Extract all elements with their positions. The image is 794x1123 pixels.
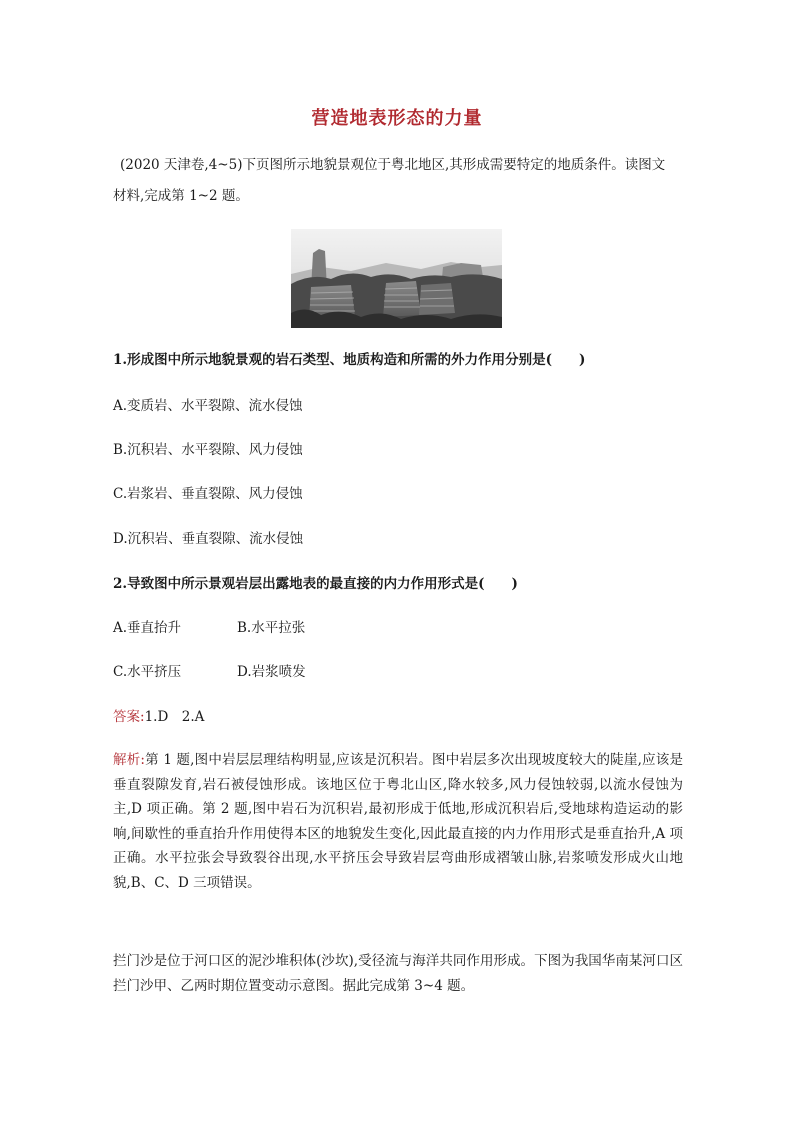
intro-line-2: 材料,完成第 1~2 题。: [113, 188, 249, 204]
intro-line-1: (2020 天津卷,4~5)下页图所示地貌景观位于粤北地区,其形成需要特定的地质条件。读图文: [120, 157, 666, 173]
question-2-option-a: A.垂直抬升: [113, 620, 182, 636]
answer-line: [113, 707, 204, 727]
page-title: 营造地表形态的力量: [311, 108, 483, 129]
next-section-intro: 拦门沙是位于河口区的泥沙堆积体(沙坎),受径流与海洋共同作用形成。下图为我国华南某河口区拦门沙甲、乙两时期位置变动示意图。据此完成第 3~4 题。: [113, 953, 683, 994]
question-1-option-a: A.变质岩、水平裂隙、流水侵蚀: [113, 398, 303, 414]
analysis-label: 解析:: [113, 752, 145, 768]
question-2-stem: 2.导致图中所示景观岩层出露地表的最直接的内力作用形式是( ): [113, 576, 518, 592]
landform-photo: [291, 229, 502, 328]
question-2-option-b: B.水平拉张: [237, 620, 306, 636]
question-1-option-b: B.沉积岩、水平裂隙、风力侵蚀: [113, 442, 303, 458]
question-1-stem: 1.形成图中所示地貌景观的岩石类型、地质构造和所需的外力作用分别是( ): [113, 352, 586, 368]
answer-label: 答案:: [113, 709, 145, 725]
answer-value: 1.D 2.A: [144, 709, 205, 725]
question-2-option-d: D.岩浆喷发: [237, 664, 306, 680]
danxia-landform-image: [291, 229, 502, 328]
analysis-text: 第 1 题,图中岩层层理结构明显,应该是沉积岩。图中岩层多次出现坡度较大的陡崖,应该是垂直裂隙发育,岩石被侵蚀形成。该地区位于粤北山区,降水较多,风力侵蚀较弱,以流水侵蚀为主,D 项正确。第 2 题,图中岩石为沉积岩,最初形成于低地,形成沉积岩后,受地球构造运动的影响,间歇性的垂直抬升作用使得本区的地貌发生变化,因此最直接的内力作用形式是垂直抬升,A 项正确。水平拉张会导致裂谷出现,水平挤压会导致岩层弯曲形成褶皱山脉,岩浆喷发形成火山地貌,B、C、D 三项错误。: [113, 752, 683, 891]
analysis-paragraph: [113, 748, 683, 895]
question-2-option-c: C.水平挤压: [113, 664, 182, 680]
question-1-option-c: C.岩浆岩、垂直裂隙、风力侵蚀: [113, 486, 303, 502]
question-1-option-d: D.沉积岩、垂直裂隙、流水侵蚀: [113, 531, 304, 547]
